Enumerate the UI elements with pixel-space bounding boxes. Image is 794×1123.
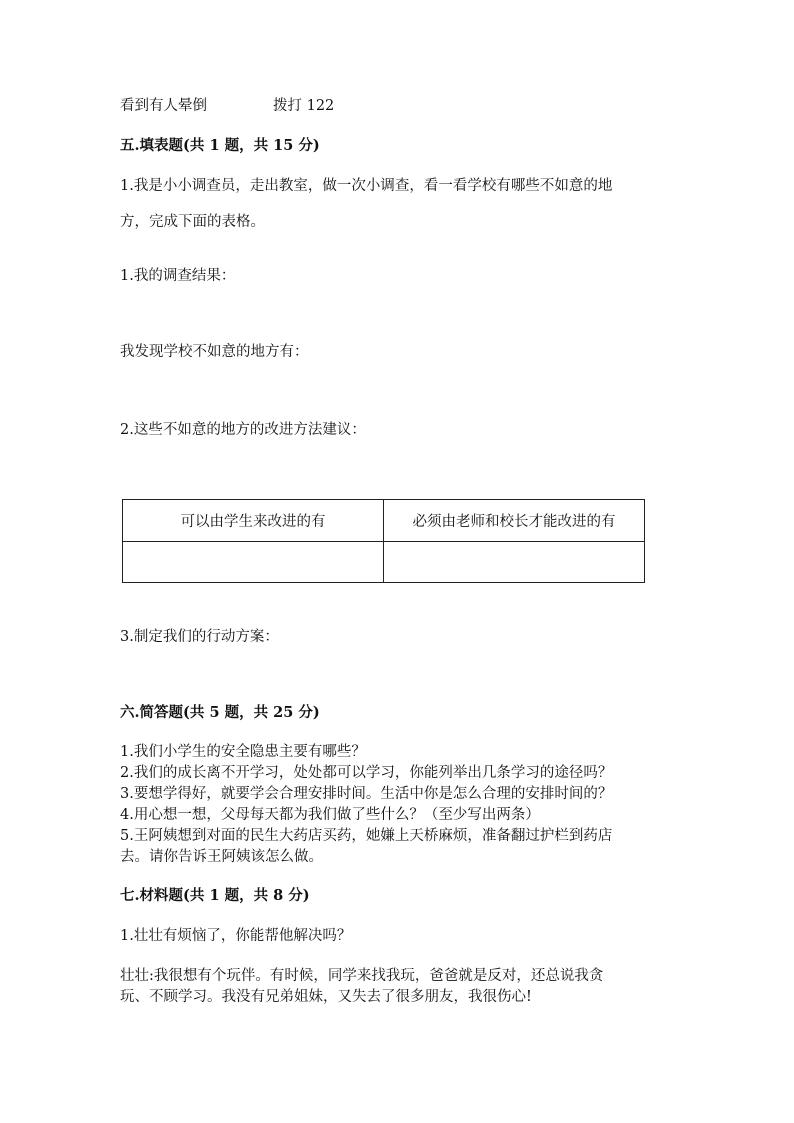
section5-q1-line1: 1.我是小小调查员，走出教室，做一次小调查，看一看学校有哪些不如意的地: [120, 178, 613, 194]
section5-finding: 我发现学校不如意的地方有：: [120, 344, 309, 360]
section5-sub2: 2.这些不如意的地方的改进方法建议：: [120, 422, 366, 438]
section5-heading: 五.填表题(共 1 题，共 15 分): [120, 137, 320, 154]
section6-heading: 六.简答题(共 5 题，共 25 分): [120, 704, 320, 721]
section6-q4: 4.用心想一想，父母每天都为我们做了些什么？（至少写出两条）: [120, 807, 540, 823]
section6-q5-line2: 去。请你告诉王阿姨该怎么做。: [120, 849, 323, 865]
table-header-row: [123, 500, 645, 542]
section6-q3: 3.要想学得好，就要学会合理安排时间。生活中你是怎么合理的安排时间的？: [120, 786, 613, 802]
table-header-cell-teachers: 必须由老师和校长才能改进的有: [384, 500, 645, 542]
section7-q1: 1.壮壮有烦恼了，你能帮他解决吗？: [120, 928, 352, 944]
section7-material-line2: 玩、不顾学习。我没有兄弟姐妹，又失去了很多朋友，我很伤心!: [120, 989, 532, 1005]
section6-q1: 1.我们小学生的安全隐患主要有哪些？: [120, 744, 366, 760]
top-line-left: 看到有人晕倒: [120, 98, 207, 114]
table-header-cell-students: 可以由学生来改进的有: [123, 500, 384, 542]
survey-table: [122, 499, 645, 583]
table-cell-students-answer[interactable]: [123, 542, 384, 583]
section7-material-line1: 壮壮:我很想有个玩伴。有时候，同学来找我玩，爸爸就是反对，还总说我贪: [120, 968, 604, 984]
section7-heading: 七.材料题(共 1 题，共 8 分): [120, 887, 310, 904]
section5-q1-line2: 方，完成下面的表格。: [120, 214, 265, 230]
section5-sub1: 1.我的调查结果：: [120, 268, 236, 284]
top-line-right: 拨打 122: [273, 98, 335, 114]
section6-q5-line1: 5.王阿姨想到对面的民生大药店买药，她嫌上天桥麻烦，准备翻过护栏到药店: [120, 828, 613, 844]
table-row: [123, 542, 645, 583]
top-line: [120, 96, 334, 116]
section6-q2: 2.我们的成长离不开学习，处处都可以学习，你能列举出几条学习的途径吗？: [120, 765, 613, 781]
table-cell-teachers-answer[interactable]: [384, 542, 645, 583]
section5-sub3: 3.制定我们的行动方案：: [120, 629, 279, 645]
